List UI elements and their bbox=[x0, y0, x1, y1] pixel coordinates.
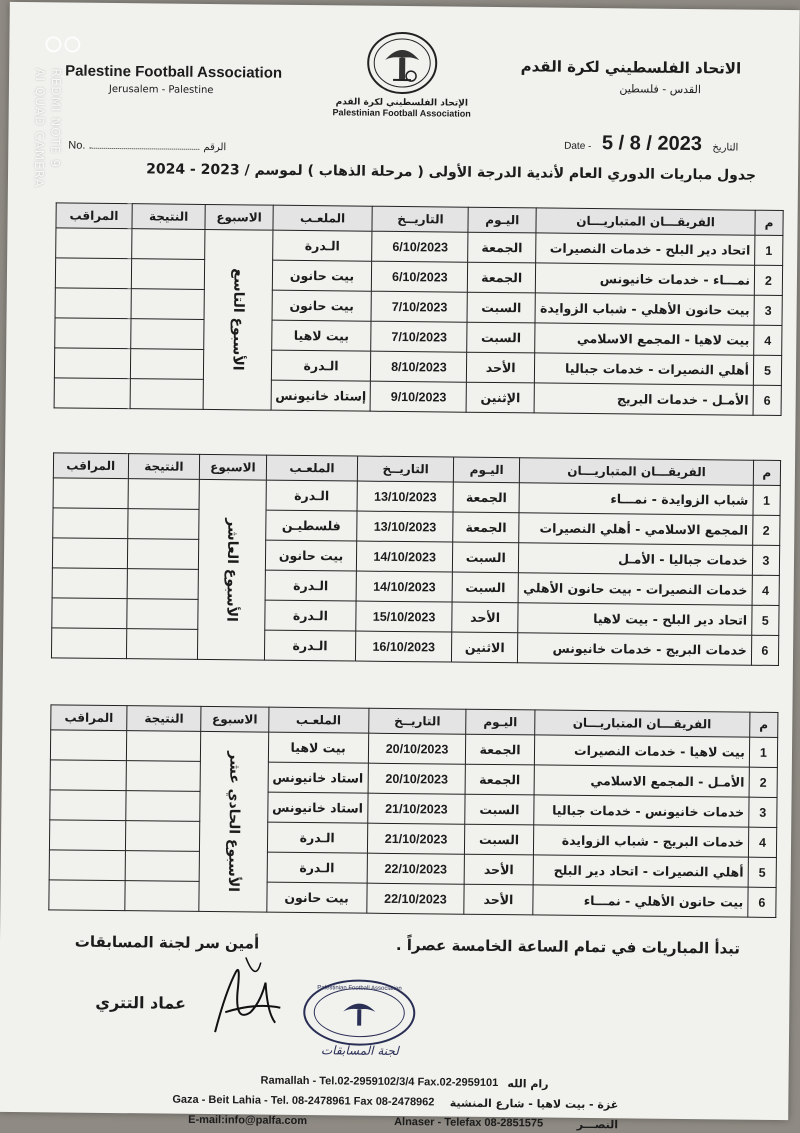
match-day: السبت bbox=[467, 292, 535, 323]
date-value: 5 / 8 / 2023 bbox=[601, 132, 703, 156]
schedule-table bbox=[51, 452, 781, 666]
camera-logo-icon bbox=[45, 36, 80, 52]
match-teams: خدمات البريج - شباب الزوايدة bbox=[533, 825, 749, 857]
header-arabic bbox=[511, 57, 741, 96]
match-day: الجمعة bbox=[466, 764, 534, 795]
competition-committee-stamp bbox=[299, 977, 420, 1068]
observer-cell bbox=[54, 348, 130, 379]
match-teams: خدمات البريج - خدمات خانيونس bbox=[518, 633, 752, 665]
column-header-day: اليـوم bbox=[468, 207, 536, 233]
match-day: الأحد bbox=[464, 884, 532, 915]
column-header-num: م bbox=[753, 460, 781, 485]
match-number: 2 bbox=[752, 515, 780, 545]
result-cell bbox=[127, 731, 201, 762]
table-row bbox=[51, 628, 778, 666]
match-teams: اتحاد دير البلح - بيت لاهيا bbox=[518, 603, 752, 635]
match-number: 1 bbox=[755, 235, 783, 265]
column-header-teams: الفريقـــان المتباريـــان bbox=[536, 208, 755, 235]
watermark-line2: AI QUAD CAMERA bbox=[31, 68, 48, 188]
observer-cell bbox=[55, 258, 131, 289]
match-number: 1 bbox=[749, 737, 778, 767]
match-date: 6/10/2023 bbox=[372, 231, 468, 262]
match-teams: شباب الزوايدة - نمـــاء bbox=[519, 483, 753, 515]
result-cell bbox=[131, 289, 205, 320]
week-label bbox=[198, 479, 266, 660]
camera-watermark-2 bbox=[26, 68, 47, 188]
secretary-title: أمين سر لجنة المسابقات bbox=[74, 932, 260, 953]
result-cell bbox=[126, 599, 198, 630]
schedule-table bbox=[54, 202, 784, 416]
column-header-date: التاريــخ bbox=[368, 708, 466, 734]
match-venue: بيت حانون bbox=[272, 260, 372, 291]
schedule-table bbox=[48, 704, 778, 918]
column-header-week: الاسبوع bbox=[200, 454, 267, 480]
match-venue: الـدرة bbox=[264, 600, 356, 631]
match-teams: خدمات خانيونس - خدمات جباليا bbox=[533, 795, 749, 827]
match-teams: الأمـل - خدمات البريج bbox=[534, 383, 753, 415]
match-date: 13/10/2023 bbox=[357, 511, 453, 542]
watermark-line1: REDMI NOTE 9 bbox=[48, 68, 64, 169]
match-date: 13/10/2023 bbox=[357, 481, 453, 512]
week-label bbox=[199, 731, 268, 912]
match-venue: الـدرة bbox=[266, 480, 358, 511]
match-day: السبت bbox=[452, 542, 519, 573]
match-day: الإثنين bbox=[466, 382, 534, 413]
result-cell bbox=[128, 479, 200, 510]
match-venue: فلسطيـن bbox=[265, 510, 357, 541]
result-cell bbox=[126, 761, 200, 792]
match-day: الجمعة bbox=[466, 734, 534, 765]
match-number: 6 bbox=[751, 635, 779, 665]
result-cell bbox=[126, 791, 200, 822]
match-number: 2 bbox=[749, 767, 778, 797]
observer-cell bbox=[50, 730, 126, 761]
match-date: 20/10/2023 bbox=[368, 763, 466, 794]
match-date: 15/10/2023 bbox=[356, 601, 452, 632]
result-cell bbox=[126, 821, 200, 852]
match-date: 21/10/2023 bbox=[367, 823, 465, 854]
match-venue: استاد خانيونس bbox=[268, 762, 368, 793]
column-header-observer: المراقب bbox=[56, 203, 132, 229]
footer-alnaser-ar: النصـــر bbox=[576, 1117, 619, 1132]
org-location-ar: القدس - فلسطين bbox=[619, 82, 702, 97]
match-date: 7/10/2023 bbox=[371, 291, 467, 322]
match-teams: بيت لاهيا - المجمع الاسلامي bbox=[535, 323, 754, 355]
column-header-venue: الملعـب bbox=[273, 205, 373, 231]
observer-cell bbox=[55, 318, 131, 349]
match-date: 22/10/2023 bbox=[366, 883, 464, 914]
ref-ar-label: الرقم bbox=[203, 141, 227, 154]
column-header-result: النتيجة bbox=[132, 204, 206, 230]
match-date: 20/10/2023 bbox=[368, 733, 466, 764]
match-venue: استاد خانيونس bbox=[267, 792, 367, 823]
observer-cell bbox=[53, 508, 128, 539]
match-day: السبت bbox=[465, 794, 533, 825]
match-venue: بيت حانون bbox=[267, 882, 367, 913]
match-number: 6 bbox=[748, 887, 777, 917]
reference-number bbox=[68, 140, 278, 154]
result-cell bbox=[125, 881, 199, 912]
org-location-en: Jerusalem - Palestine bbox=[108, 83, 214, 97]
match-day: الجمعة bbox=[453, 482, 520, 513]
match-date: 6/10/2023 bbox=[372, 261, 468, 292]
match-teams: خدمات جباليا - الأمـل bbox=[519, 543, 753, 575]
table-row bbox=[54, 378, 781, 416]
match-date: 16/10/2023 bbox=[356, 631, 452, 662]
match-day: السبت bbox=[452, 572, 519, 603]
date-label-en: Date - bbox=[564, 140, 592, 152]
match-date: 21/10/2023 bbox=[367, 793, 465, 824]
observer-cell bbox=[54, 378, 130, 409]
column-header-observer: المراقب bbox=[53, 453, 128, 479]
footer-ramallah-ar: رام الله bbox=[507, 1077, 549, 1091]
table-row bbox=[49, 880, 776, 918]
footer-email: E-mail:info@palfa.com bbox=[188, 1113, 308, 1128]
match-teams: الأمـل - المجمع الاسلامي bbox=[534, 765, 750, 797]
observer-cell bbox=[56, 228, 132, 259]
match-date: 9/10/2023 bbox=[371, 381, 467, 412]
schedule-title: جدول مباريات الدوري العام لأندية الدرجة الأولى ( مرحلة الذهاب ) لموسم / 2023 - 2024 bbox=[146, 161, 757, 184]
result-cell bbox=[127, 539, 199, 570]
match-day: الجمعة bbox=[453, 512, 520, 543]
match-teams: بيت لاهيا - خدمات النصيرات bbox=[534, 735, 750, 767]
handwritten-signature bbox=[205, 952, 286, 1043]
column-header-date: التاريــخ bbox=[372, 206, 468, 232]
week-label-text: الأسبوع التاسع bbox=[229, 268, 247, 372]
footer-gaza-ar: غزة - بيت لاهيا - شارع المنشية bbox=[449, 1096, 619, 1112]
document-page bbox=[0, 2, 800, 1132]
column-header-teams: الفريقـــان المتباريـــان bbox=[534, 710, 749, 737]
match-teams: خدمات النصيرات - بيت حانون الأهلي bbox=[519, 573, 753, 605]
footer-gaza: Gaza - Beit Lahia - Tel. 08-2478961 Fax 08-2478962 bbox=[172, 1093, 435, 1109]
match-teams: أهلي النصيرات - اتحاد دير البلح bbox=[533, 855, 749, 887]
logo-text-ar: الإتحاد الفلسطيني لكرة القدم bbox=[335, 97, 469, 109]
observer-cell bbox=[50, 790, 126, 821]
match-number: 4 bbox=[754, 325, 782, 355]
match-venue: بيت حانون bbox=[272, 290, 372, 321]
match-number: 2 bbox=[754, 265, 782, 295]
match-day: الأحد bbox=[465, 854, 533, 885]
column-header-num: م bbox=[755, 210, 783, 235]
org-name-ar: الاتحاد الفلسطيني لكرة القدم bbox=[520, 57, 742, 78]
observer-cell bbox=[49, 850, 125, 881]
result-cell bbox=[125, 851, 199, 882]
match-date: 8/10/2023 bbox=[371, 351, 467, 382]
start-time-note: تبدأ المباريات في تمام الساعة الخامسة عصراً . bbox=[395, 935, 741, 958]
match-date: 14/10/2023 bbox=[356, 571, 452, 602]
column-header-observer: المراقب bbox=[51, 705, 127, 731]
pfa-logo bbox=[326, 29, 477, 141]
match-venue: بيت لاهيا bbox=[271, 320, 371, 351]
header-english bbox=[65, 62, 285, 96]
match-number: 4 bbox=[748, 827, 777, 857]
column-header-result: النتيجة bbox=[127, 706, 201, 732]
tree-emblem-icon bbox=[365, 30, 440, 101]
footer-alnaser: Alnaser - Telefax 08-2851575 bbox=[394, 1115, 544, 1130]
stamp-label: لجنة المسابقات bbox=[320, 1043, 399, 1059]
column-header-day: اليـوم bbox=[466, 709, 534, 735]
column-header-week: الاسبوع bbox=[201, 706, 269, 732]
match-number: 1 bbox=[753, 485, 781, 515]
observer-cell bbox=[49, 820, 125, 851]
match-venue: الـدرة bbox=[267, 822, 367, 853]
observer-cell bbox=[53, 478, 128, 509]
week-label-text: الأسبوع العاشر bbox=[223, 517, 241, 622]
document-date bbox=[564, 132, 738, 157]
column-header-day: اليـوم bbox=[453, 457, 520, 483]
column-header-venue: الملعـب bbox=[266, 455, 358, 481]
match-venue: الـدرة bbox=[264, 630, 356, 661]
match-number: 5 bbox=[753, 355, 781, 385]
column-header-date: التاريــخ bbox=[358, 456, 454, 482]
ref-no-label: No. bbox=[68, 139, 86, 152]
result-cell bbox=[131, 319, 205, 350]
match-number: 6 bbox=[753, 385, 781, 415]
observer-cell bbox=[52, 598, 127, 629]
match-day: السبت bbox=[465, 824, 533, 855]
stamp-emblem-icon bbox=[299, 977, 420, 1048]
observer-cell bbox=[49, 880, 125, 911]
match-venue: الـدرة bbox=[272, 230, 372, 261]
match-day: الأحد bbox=[467, 352, 535, 383]
observer-cell bbox=[52, 538, 127, 569]
match-venue: الـدرة bbox=[267, 852, 367, 883]
match-day: الجمعة bbox=[468, 232, 536, 263]
match-number: 3 bbox=[754, 295, 782, 325]
stamp-ring-text: Palestinian Football Association bbox=[317, 985, 402, 993]
match-number: 3 bbox=[749, 797, 778, 827]
match-venue: الـدرة bbox=[265, 570, 357, 601]
logo-text-en: Palestinian Football Association bbox=[332, 107, 471, 119]
match-venue: بيت حانون bbox=[265, 540, 357, 571]
match-number: 4 bbox=[752, 575, 780, 605]
match-day: السبت bbox=[467, 322, 535, 353]
match-teams: بيت حانون الأهلي - شباب الزوايدة bbox=[535, 293, 754, 325]
result-cell bbox=[127, 569, 199, 600]
match-teams: بيت حانون الأهلي - نمـــاء bbox=[532, 885, 748, 917]
match-venue: بيت لاهيا bbox=[268, 732, 368, 763]
match-day: الأحد bbox=[452, 602, 519, 633]
column-header-venue: الملعـب bbox=[268, 707, 368, 733]
match-date: 14/10/2023 bbox=[357, 541, 453, 572]
result-cell bbox=[127, 509, 199, 540]
match-teams: نمـــاء - خدمات خانيونس bbox=[535, 263, 754, 295]
week-label-text: الأسبوع الحادي عشر bbox=[224, 751, 243, 893]
match-venue: إستاد خانيونس bbox=[271, 380, 371, 411]
observer-cell bbox=[52, 568, 127, 599]
observer-cell bbox=[51, 628, 126, 659]
column-header-week: الاسبوع bbox=[205, 204, 273, 230]
match-venue: الـدرة bbox=[271, 350, 371, 381]
footer-ramallah: Ramallah - Tel.02-2959102/3/4 Fax.02-2959101 bbox=[260, 1074, 499, 1090]
match-teams: المجمع الاسلامي - أهلي النصيرات bbox=[519, 513, 753, 545]
match-date: 22/10/2023 bbox=[367, 853, 465, 884]
match-day: الجمعة bbox=[468, 262, 536, 293]
column-header-teams: الفريقـــان المتباريـــان bbox=[520, 458, 753, 485]
week-label bbox=[203, 229, 272, 410]
match-day: الاثنين bbox=[451, 632, 518, 663]
result-cell bbox=[131, 259, 205, 290]
result-cell bbox=[126, 629, 198, 660]
org-name-en: Palestine Football Association bbox=[65, 62, 283, 82]
result-cell bbox=[130, 379, 204, 410]
result-cell bbox=[130, 349, 204, 380]
secretary-name: عماد التتري bbox=[95, 992, 187, 1013]
match-teams: اتحاد دير البلح - خدمات النصيرات bbox=[536, 233, 755, 265]
match-teams: أهلي النصيرات - خدمات جباليا bbox=[534, 353, 753, 385]
observer-cell bbox=[55, 288, 131, 319]
date-label-ar: التاريخ bbox=[712, 142, 739, 154]
match-number: 3 bbox=[752, 545, 780, 575]
column-header-num: م bbox=[749, 712, 777, 737]
match-number: 5 bbox=[748, 857, 777, 887]
observer-cell bbox=[50, 760, 126, 791]
column-header-result: النتيجة bbox=[128, 454, 200, 480]
result-cell bbox=[131, 229, 205, 260]
match-number: 5 bbox=[751, 605, 779, 635]
match-date: 7/10/2023 bbox=[371, 321, 467, 352]
